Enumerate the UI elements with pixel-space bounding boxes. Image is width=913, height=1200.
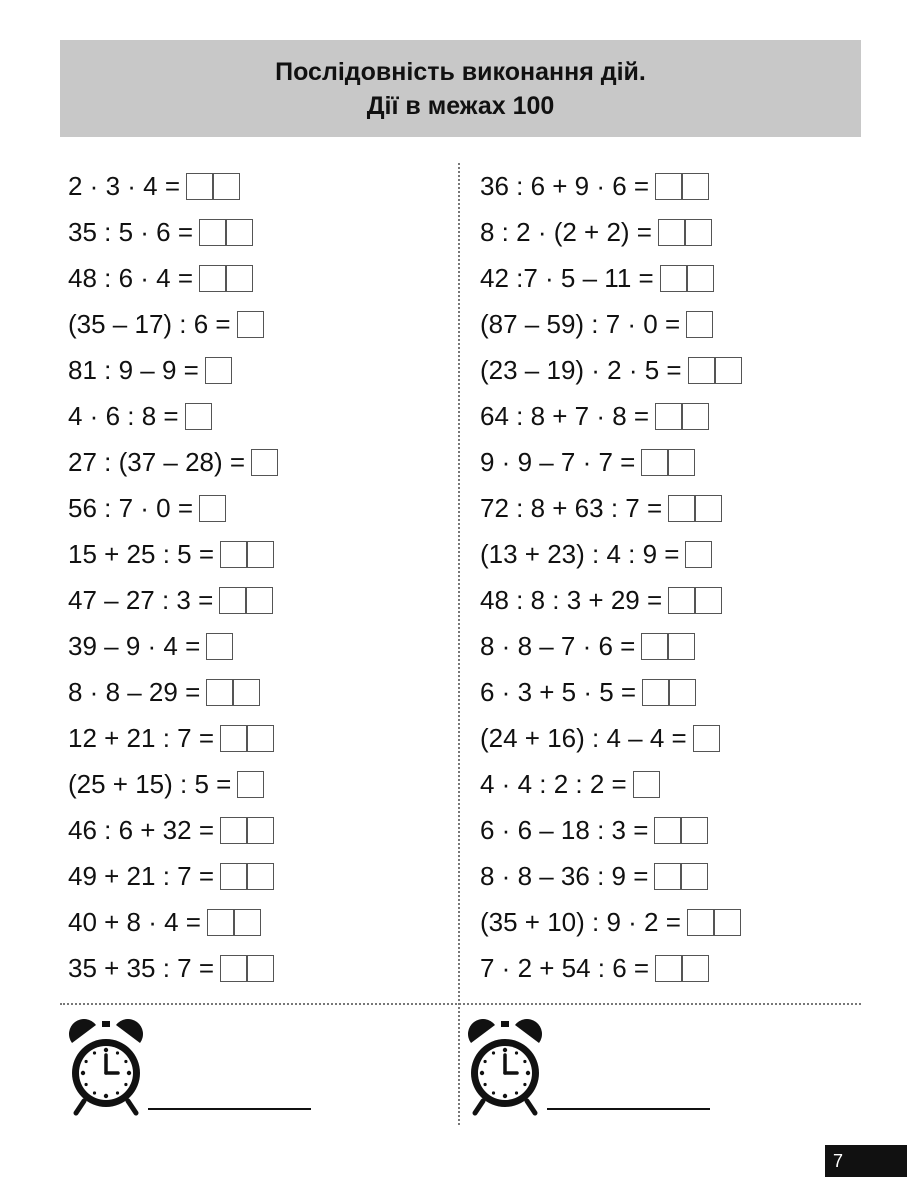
- answer-box[interactable]: [660, 265, 687, 292]
- answer-boxes: [220, 955, 274, 982]
- answer-box[interactable]: [685, 541, 712, 568]
- answer-boxes: [655, 403, 709, 430]
- answer-box[interactable]: [186, 173, 213, 200]
- answer-box[interactable]: [654, 817, 681, 844]
- answer-boxes: [206, 679, 260, 706]
- answer-box[interactable]: [695, 495, 722, 522]
- answer-box[interactable]: [685, 219, 712, 246]
- answer-box[interactable]: [247, 863, 274, 890]
- answer-boxes: [251, 449, 278, 476]
- exercise-row: [480, 531, 865, 577]
- answer-box[interactable]: [233, 679, 260, 706]
- answer-box[interactable]: [641, 449, 668, 476]
- exercise-row: [480, 853, 865, 899]
- answer-box[interactable]: [220, 541, 247, 568]
- exercise-expression: 81 : 9 – 9 =: [68, 354, 199, 385]
- answer-boxes: [685, 541, 712, 568]
- answer-boxes: [660, 265, 714, 292]
- horizontal-divider: [60, 1003, 861, 1005]
- exercise-row: [68, 163, 453, 209]
- exercise-row: [68, 531, 453, 577]
- page-subtitle: Дії в межах 100: [366, 91, 555, 120]
- exercise-row: [68, 439, 453, 485]
- answer-box[interactable]: [247, 817, 274, 844]
- answer-boxes: [186, 173, 240, 200]
- answer-box[interactable]: [687, 909, 714, 936]
- answer-boxes: [199, 495, 226, 522]
- answer-boxes: [655, 955, 709, 982]
- exercise-row: [480, 393, 865, 439]
- answer-box[interactable]: [206, 633, 233, 660]
- exercise-expression: 2 · 3 · 4 =: [68, 170, 180, 201]
- exercise-expression: 15 + 25 : 5 =: [68, 538, 215, 569]
- answer-boxes: [668, 495, 722, 522]
- time-answer-line[interactable]: [148, 1108, 311, 1110]
- exercise-expression: 35 + 35 : 7 =: [68, 952, 215, 983]
- exercise-expression: (25 + 15) : 5 =: [68, 768, 232, 799]
- exercise-row: [480, 715, 865, 761]
- answer-box[interactable]: [641, 633, 668, 660]
- answer-box[interactable]: [219, 587, 246, 614]
- answer-box[interactable]: [693, 725, 720, 752]
- exercise-row: [68, 347, 453, 393]
- answer-box[interactable]: [199, 265, 226, 292]
- answer-boxes: [206, 633, 233, 660]
- answer-box[interactable]: [655, 173, 682, 200]
- answer-box[interactable]: [682, 173, 709, 200]
- page-number: 7: [825, 1145, 907, 1177]
- answer-box[interactable]: [220, 955, 247, 982]
- exercise-row: [480, 669, 865, 715]
- answer-box[interactable]: [714, 909, 741, 936]
- answer-box[interactable]: [668, 495, 695, 522]
- exercise-row: [480, 163, 865, 209]
- answer-box[interactable]: [682, 403, 709, 430]
- answer-box[interactable]: [633, 771, 660, 798]
- exercise-expression: 42 :7 · 5 – 11 =: [480, 262, 654, 293]
- page-title: Послідовність виконання дій.: [275, 57, 646, 86]
- exercise-row: [68, 945, 453, 991]
- answer-boxes: [655, 173, 709, 200]
- answer-box[interactable]: [654, 863, 681, 890]
- answer-boxes: [688, 357, 742, 384]
- exercise-expression: 49 + 21 : 7 =: [68, 860, 215, 891]
- exercise-row: [480, 485, 865, 531]
- answer-boxes: [654, 817, 708, 844]
- answer-boxes: [220, 725, 274, 752]
- answer-boxes: [205, 357, 232, 384]
- exercise-expression: 12 + 21 : 7 =: [68, 722, 215, 753]
- exercise-expression: 48 : 8 : 3 + 29 =: [480, 584, 663, 615]
- exercise-expression: (35 – 17) : 6 =: [68, 308, 231, 339]
- answer-boxes: [693, 725, 720, 752]
- answer-box[interactable]: [658, 219, 685, 246]
- answer-box[interactable]: [199, 495, 226, 522]
- exercise-expression: 72 : 8 + 63 : 7 =: [480, 492, 663, 523]
- exercise-row: [480, 899, 865, 945]
- answer-box[interactable]: [686, 311, 713, 338]
- exercise-expression: 8 : 2 · (2 + 2) =: [480, 216, 652, 247]
- answer-box[interactable]: [226, 265, 253, 292]
- vertical-divider: [458, 163, 460, 1125]
- time-answer-line[interactable]: [547, 1108, 710, 1110]
- answer-boxes: [220, 817, 274, 844]
- answer-box[interactable]: [226, 219, 253, 246]
- exercise-row: [68, 669, 453, 715]
- exercise-expression: (35 + 10) : 9 · 2 =: [480, 906, 681, 937]
- exercise-expression: 27 : (37 – 28) =: [68, 446, 246, 477]
- answer-box[interactable]: [668, 587, 695, 614]
- answer-box[interactable]: [681, 863, 708, 890]
- answer-box[interactable]: [655, 403, 682, 430]
- exercise-row: [480, 807, 865, 853]
- exercise-row: [480, 301, 865, 347]
- answer-boxes: [633, 771, 660, 798]
- exercise-expression: 48 : 6 · 4 =: [68, 262, 194, 293]
- exercise-expression: (13 + 23) : 4 : 9 =: [480, 538, 680, 569]
- exercise-expression: 64 : 8 + 7 · 8 =: [480, 400, 650, 431]
- exercise-row: [68, 577, 453, 623]
- exercise-row: [68, 807, 453, 853]
- exercise-expression: 9 · 9 – 7 · 7 =: [480, 446, 636, 477]
- exercise-expression: (24 + 16) : 4 – 4 =: [480, 722, 687, 753]
- answer-box[interactable]: [185, 403, 212, 430]
- answer-boxes: [220, 541, 274, 568]
- exercise-expression: 6 · 3 + 5 · 5 =: [480, 676, 637, 707]
- answer-box[interactable]: [695, 587, 722, 614]
- answer-boxes: [220, 863, 274, 890]
- answer-box[interactable]: [220, 725, 247, 752]
- left-exercise-column: [68, 163, 453, 991]
- answer-boxes: [199, 219, 253, 246]
- exercise-row: [480, 623, 865, 669]
- exercise-row: [68, 209, 453, 255]
- answer-boxes: [658, 219, 712, 246]
- exercise-row: [480, 577, 865, 623]
- answer-box[interactable]: [655, 955, 682, 982]
- answer-boxes: [641, 633, 695, 660]
- answer-box[interactable]: [206, 679, 233, 706]
- exercise-row: [68, 485, 453, 531]
- exercise-expression: 56 : 7 · 0 =: [68, 492, 194, 523]
- answer-box[interactable]: [237, 771, 264, 798]
- answer-box[interactable]: [247, 725, 274, 752]
- exercise-row: [68, 761, 453, 807]
- exercise-expression: 39 – 9 · 4 =: [68, 630, 201, 661]
- right-exercise-column: [480, 163, 865, 991]
- answer-box[interactable]: [668, 449, 695, 476]
- exercise-expression: 8 · 8 – 36 : 9 =: [480, 860, 649, 891]
- exercise-expression: 6 · 6 – 18 : 3 =: [480, 814, 649, 845]
- exercise-expression: 4 · 4 : 2 : 2 =: [480, 768, 627, 799]
- answer-box[interactable]: [682, 955, 709, 982]
- exercise-expression: (23 – 19) · 2 · 5 =: [480, 354, 682, 385]
- exercise-row: [480, 347, 865, 393]
- answer-box[interactable]: [205, 357, 232, 384]
- answer-boxes: [185, 403, 212, 430]
- exercise-expression: 35 : 5 · 6 =: [68, 216, 194, 247]
- title-banner: [60, 40, 861, 137]
- answer-box[interactable]: [668, 633, 695, 660]
- exercise-row: [68, 255, 453, 301]
- exercise-row: [68, 853, 453, 899]
- exercise-row: [480, 255, 865, 301]
- answer-box[interactable]: [220, 863, 247, 890]
- answer-box[interactable]: [234, 909, 261, 936]
- exercise-expression: 4 · 6 : 8 =: [68, 400, 179, 431]
- answer-boxes: [686, 311, 713, 338]
- answer-box[interactable]: [688, 357, 715, 384]
- answer-boxes: [641, 449, 695, 476]
- exercise-row: [480, 761, 865, 807]
- answer-boxes: [199, 265, 253, 292]
- exercise-expression: 8 · 8 – 7 · 6 =: [480, 630, 636, 661]
- answer-box[interactable]: [642, 679, 669, 706]
- answer-boxes: [237, 771, 264, 798]
- exercise-row: [68, 393, 453, 439]
- answer-box[interactable]: [715, 357, 742, 384]
- exercise-row: [480, 439, 865, 485]
- answer-box[interactable]: [199, 219, 226, 246]
- answer-boxes: [687, 909, 741, 936]
- exercise-expression: 8 · 8 – 29 =: [68, 676, 201, 707]
- answer-box[interactable]: [246, 587, 273, 614]
- exercise-row: [68, 301, 453, 347]
- answer-box[interactable]: [247, 955, 274, 982]
- answer-box[interactable]: [207, 909, 234, 936]
- exercise-expression: 36 : 6 + 9 · 6 =: [480, 170, 650, 201]
- exercise-expression: 47 – 27 : 3 =: [68, 584, 214, 615]
- answer-box[interactable]: [669, 679, 696, 706]
- alarm-clock-icon: [465, 1017, 545, 1117]
- answer-boxes: [642, 679, 696, 706]
- answer-boxes: [654, 863, 708, 890]
- answer-boxes: [219, 587, 273, 614]
- exercise-expression: (87 – 59) : 7 · 0 =: [480, 308, 681, 339]
- answer-boxes: [207, 909, 261, 936]
- answer-boxes: [668, 587, 722, 614]
- alarm-clock-icon: [66, 1017, 146, 1117]
- answer-box[interactable]: [687, 265, 714, 292]
- exercise-expression: 46 : 6 + 32 =: [68, 814, 215, 845]
- answer-box[interactable]: [681, 817, 708, 844]
- exercise-row: [68, 623, 453, 669]
- answer-box[interactable]: [251, 449, 278, 476]
- exercise-row: [480, 209, 865, 255]
- exercise-row: [480, 945, 865, 991]
- answer-boxes: [237, 311, 264, 338]
- answer-box[interactable]: [237, 311, 264, 338]
- answer-box[interactable]: [213, 173, 240, 200]
- answer-box[interactable]: [247, 541, 274, 568]
- exercise-expression: 40 + 8 · 4 =: [68, 906, 201, 937]
- answer-box[interactable]: [220, 817, 247, 844]
- exercise-row: [68, 715, 453, 761]
- exercise-expression: 7 · 2 + 54 : 6 =: [480, 952, 650, 983]
- exercise-row: [68, 899, 453, 945]
